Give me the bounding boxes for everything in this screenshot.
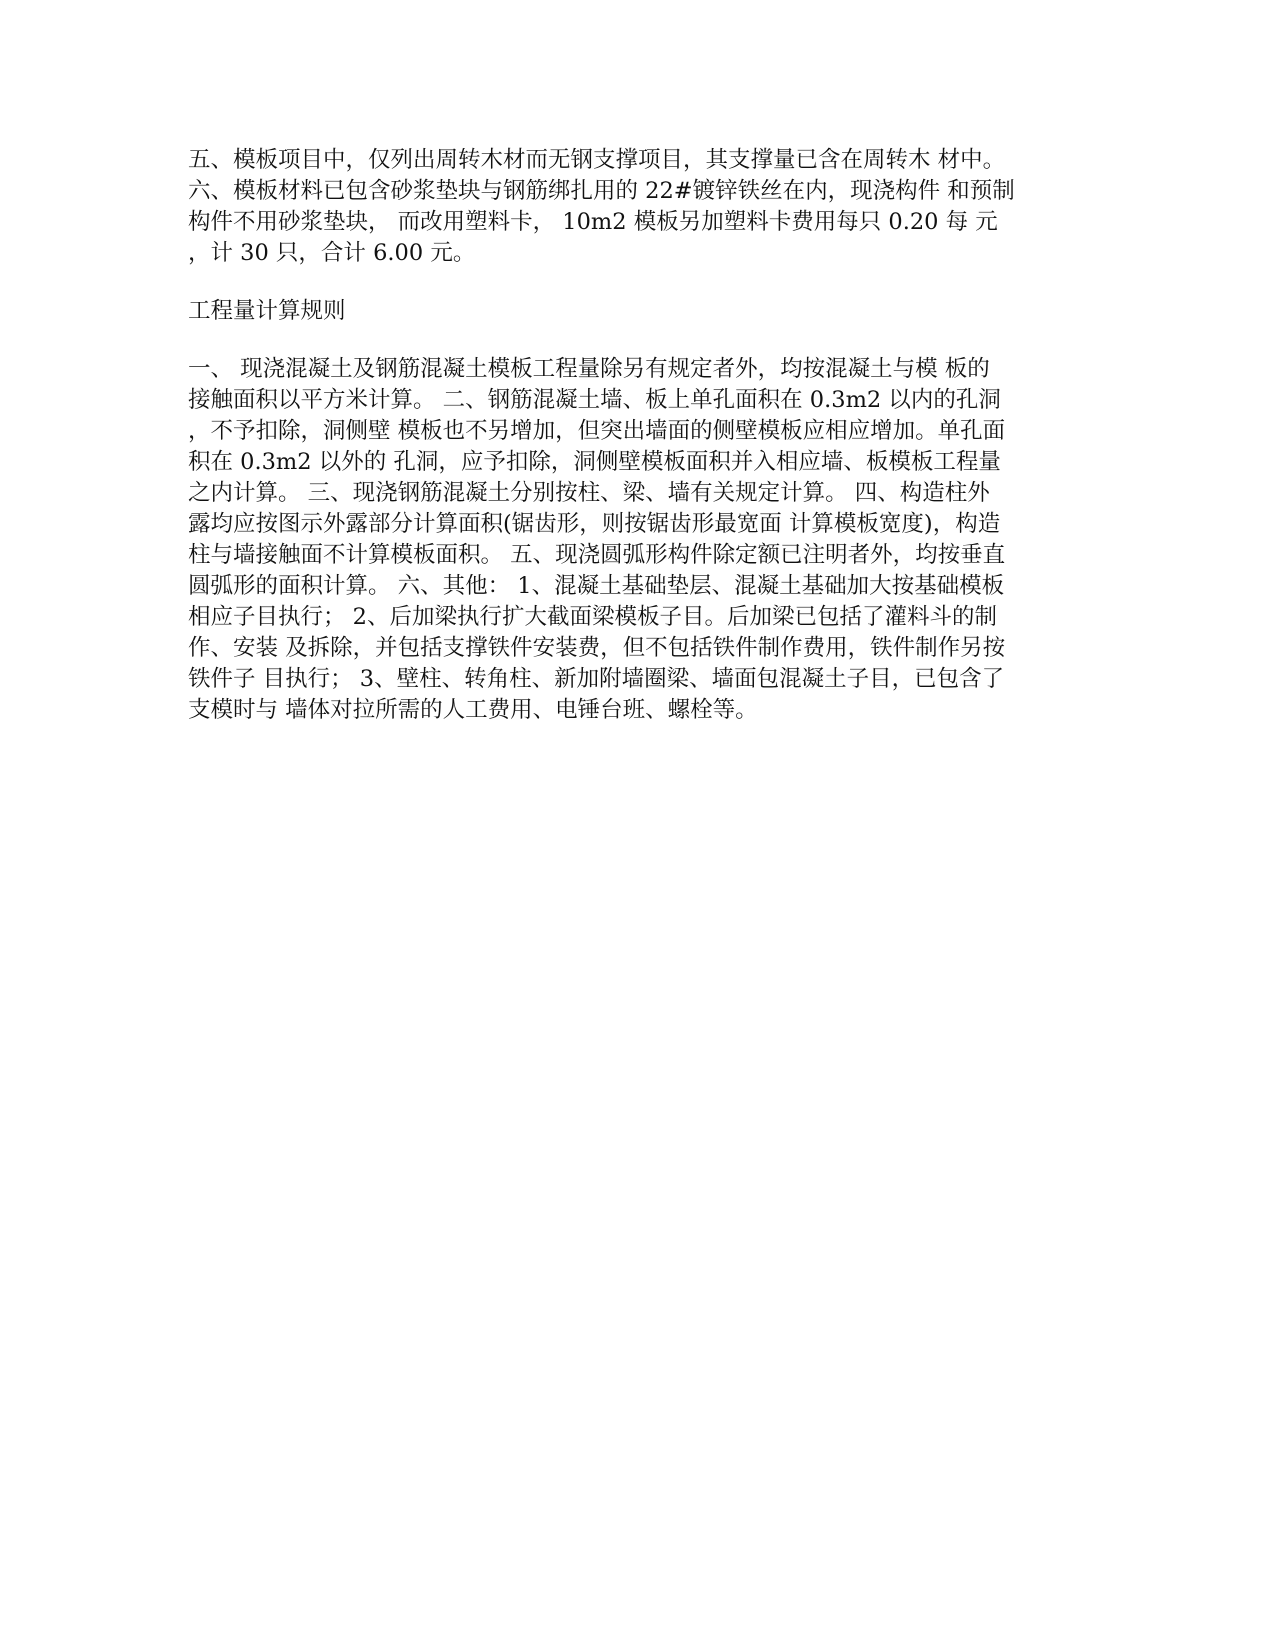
text-line: 一、 现浇混凝土及钢筋混凝土模板工程量除另有规定者外，均按混凝土与模 板的 [188, 356, 990, 382]
text-line: 构件不用砂浆垫块， 而改用塑料卡， 10m2 模板另加塑料卡费用每只 0.20 每 元 [188, 209, 998, 235]
section-heading [188, 296, 1096, 327]
text-line: 铁件子 目执行； 3、壁柱、转角柱、新加附墙圈梁、墙面包混凝土子目，已包含了 [188, 666, 1005, 692]
paragraph-formwork-notes [188, 145, 1096, 269]
text-line: 柱与墙接触面不计算模板面积。 五、现浇圆弧形构件除定额已注明者外，均按垂直 [188, 542, 1006, 568]
text-line: 之内计算。 三、现浇钢筋混凝土分别按柱、梁、墙有关规定计算。 四、构造柱外 [188, 480, 990, 506]
paragraph-calculation-rules [188, 354, 1096, 726]
text-line: ，不予扣除，洞侧壁 模板也不另增加，但突出墙面的侧壁模板应相应增加。单孔面 [188, 418, 1006, 444]
heading-text: 工程量计算规则 [188, 298, 346, 324]
text-line: 积在 0.3m2 以外的 孔洞，应予扣除，洞侧壁模板面积并入相应墙、板模板工程量 [188, 449, 1001, 475]
text-line: 五、模板项目中，仅列出周转木材而无钢支撑项目，其支撑量已含在周转木 材中。 [188, 147, 1006, 173]
text-line: 露均应按图示外露部分计算面积(锯齿形，则按锯齿形最宽面 计算模板宽度)，构造 [188, 511, 1001, 537]
text-line: 圆弧形的面积计算。 六、其他： 1、混凝土基础垫层、混凝土基础加大按基础模板 [188, 573, 1005, 599]
text-line: 支模时与 墙体对拉所需的人工费用、电锤台班、螺栓等。 [188, 697, 758, 723]
text-line: 作、安装 及拆除，并包括支撑铁件安装费，但不包括铁件制作费用，铁件制作另按 [188, 635, 1006, 661]
text-line: 六、模板材料已包含砂浆垫块与钢筋绑扎用的 22#镀锌铁丝在内，现浇构件 和预制 [188, 178, 1015, 204]
document-body [188, 145, 1096, 726]
text-line: ，计 30 只，合计 6.00 元。 [188, 240, 476, 266]
text-line: 相应子目执行； 2、后加梁执行扩大截面梁模板子目。后加梁已包括了灌料斗的制 [188, 604, 997, 630]
text-line: 接触面积以平方米计算。 二、钢筋混凝土墙、板上单孔面积在 0.3m2 以内的孔洞 [188, 387, 1001, 413]
